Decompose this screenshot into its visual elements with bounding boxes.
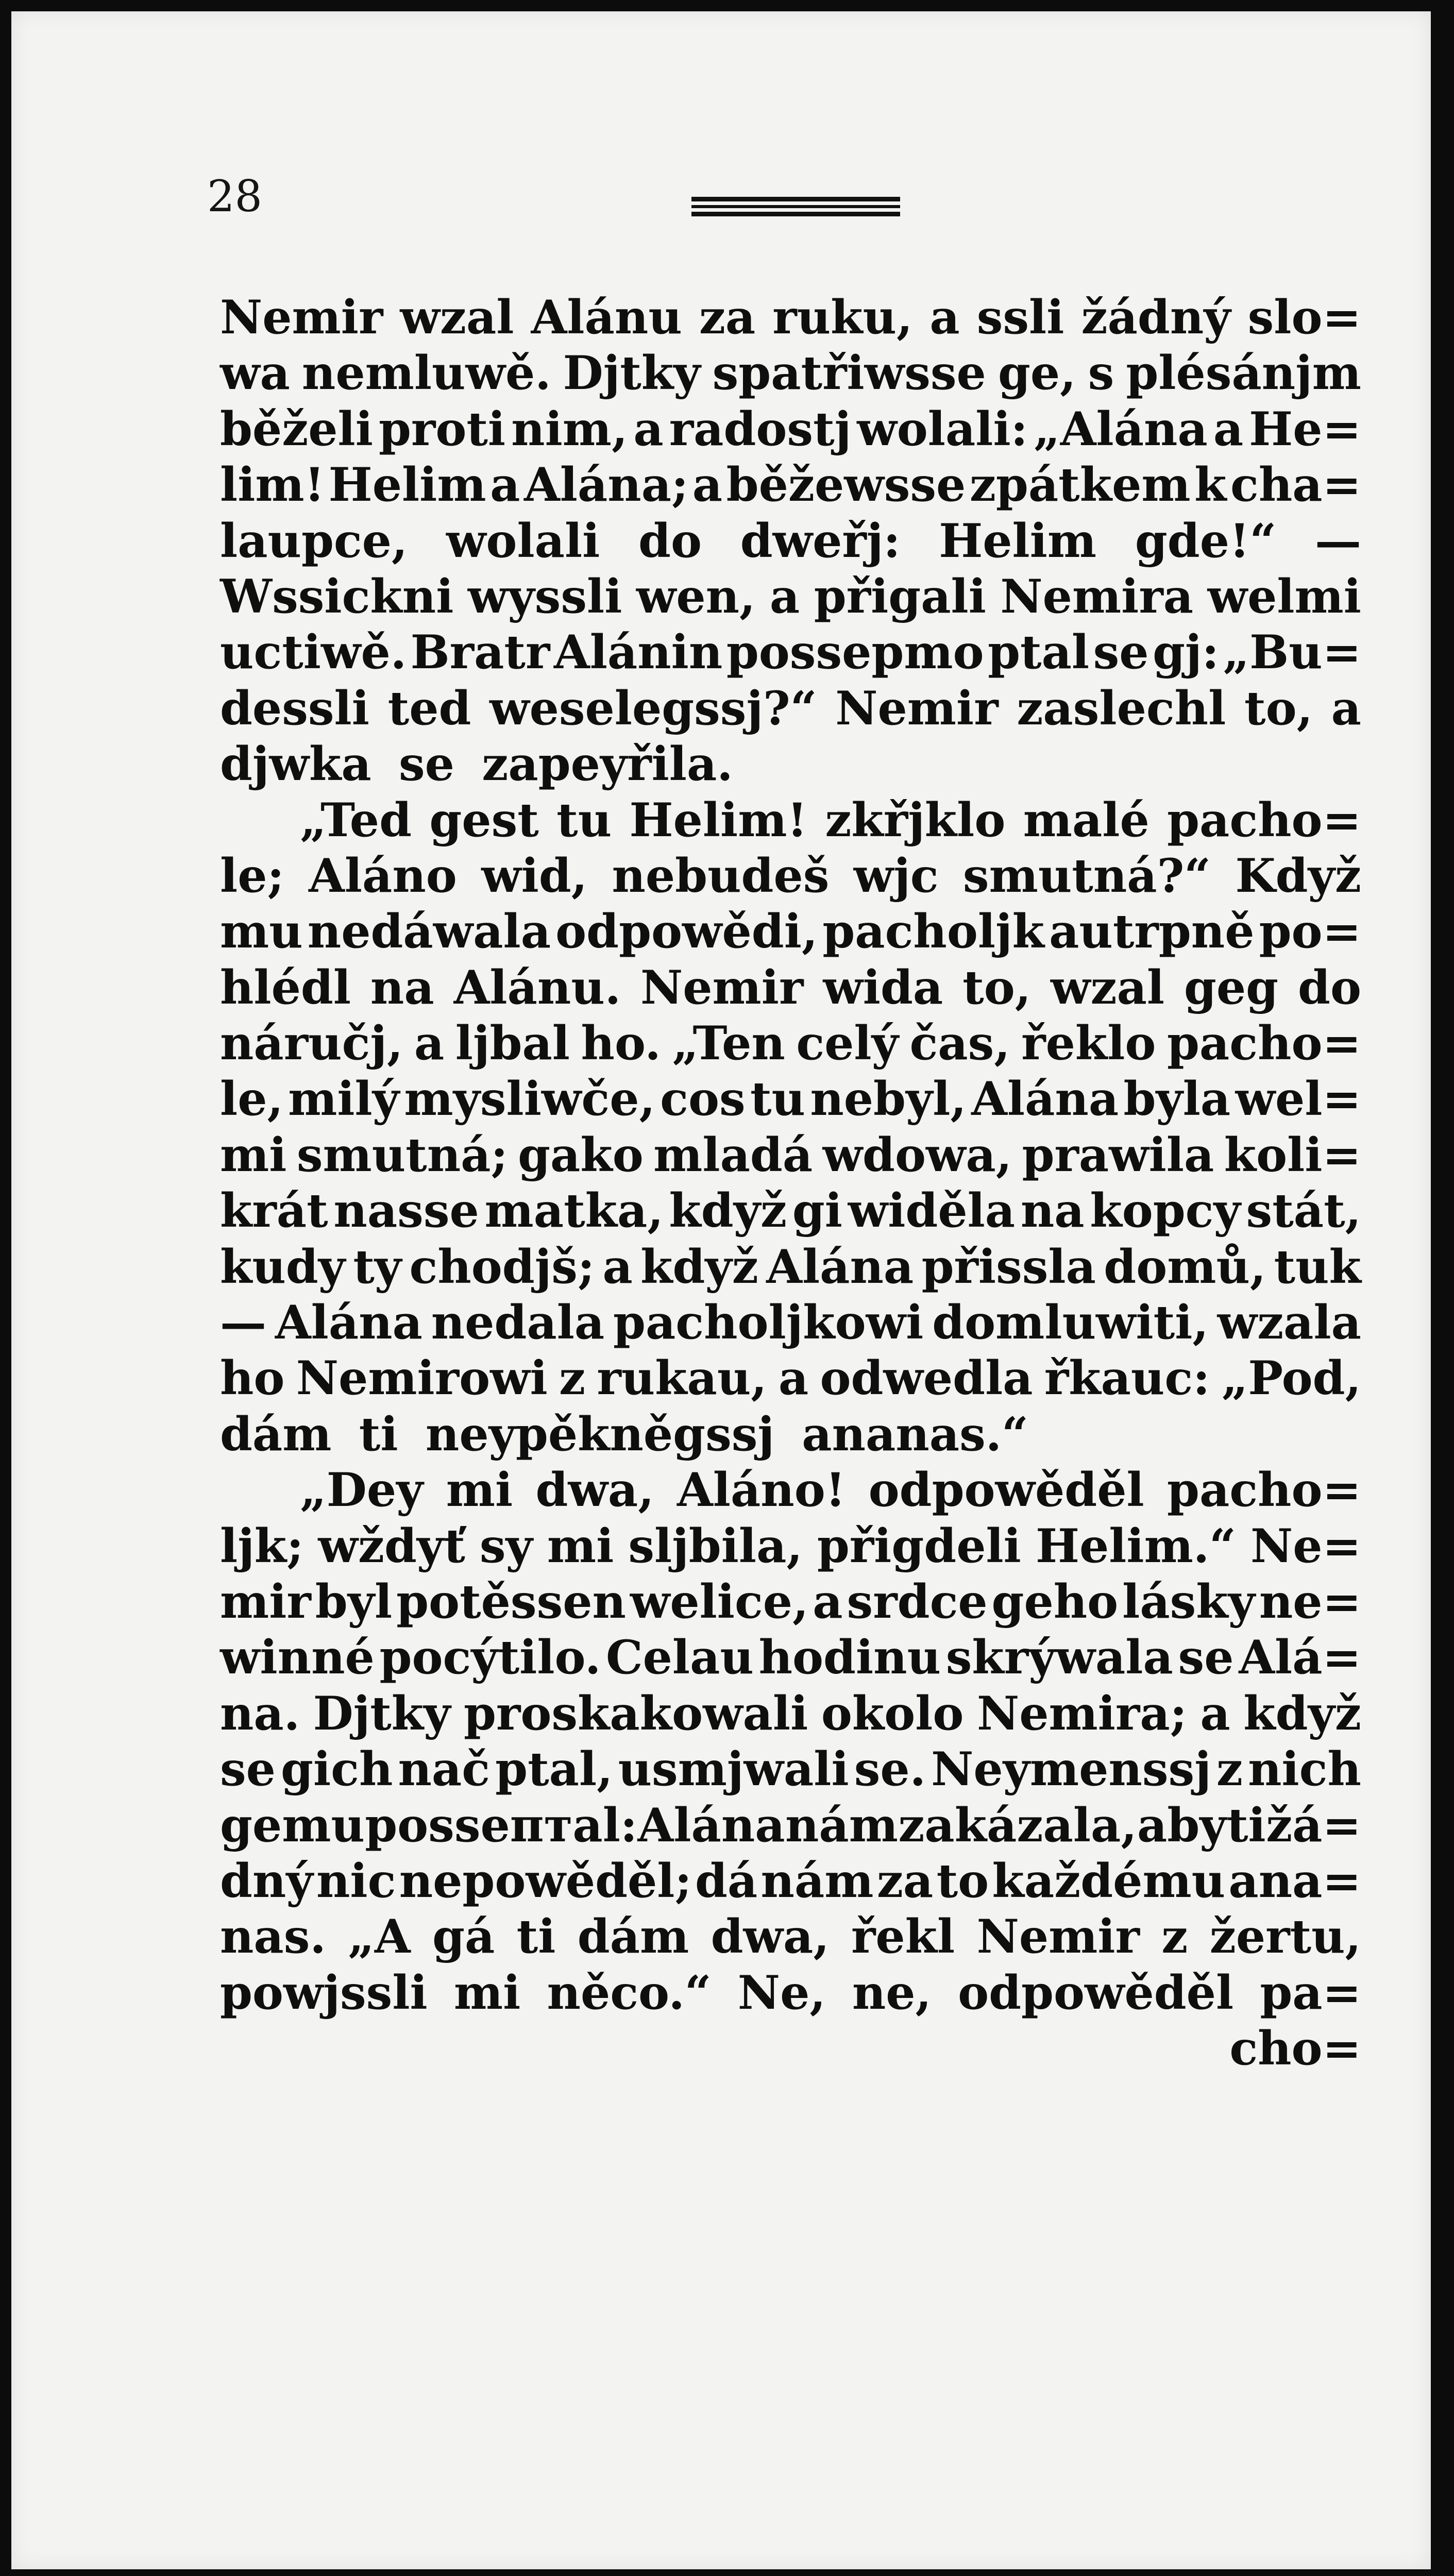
text-line: Wssickni wyssli wen, a přigali Nemira welmi <box>220 569 1361 624</box>
text-line: kudy ty chodjš; a když Alána přissla domů, tuk <box>220 1239 1361 1294</box>
text-line: krát nasse matka, když gi widěla na kopcy stát, <box>220 1183 1361 1239</box>
text-line: wa nemluwě. Djtky spatřiwsse ge, s plésánjm <box>220 346 1361 401</box>
text-line: uctiwě. Bratr Alánin possepmo ptal se gj: „Bu= <box>220 625 1361 680</box>
text-line: winné pocýtilo. Celau hodinu skrýwala se Alá= <box>220 1630 1361 1685</box>
text-line: cho= <box>1229 2021 1361 2076</box>
text-line: ljk; wždyť sy mi sljbila, přigdeli Helim.“ Ne= <box>220 1518 1361 1573</box>
header-ornament-rule <box>691 193 900 224</box>
body-text <box>220 290 1361 2077</box>
text-line: — Alána nedala pacholjkowi domluwiti, wzala <box>220 1295 1361 1350</box>
text-line: le; Aláno wid, nebudeš wjc smutná?“ Když <box>220 848 1361 903</box>
text-line: dám ti neypěkněgssj ananas.“ <box>220 1406 1028 1462</box>
text-line: laupce, wolali do dweřj: Helim gde!“ — <box>220 513 1361 568</box>
text-line: lim! Helim a Alána; a běžewsse zpátkem k cha= <box>220 457 1361 513</box>
text-line: „Ted gest tu Helim! zkřjklo malé pacho= <box>300 792 1361 848</box>
text-line: dessli ted weselegssj?“ Nemir zaslechl to, a <box>220 681 1361 736</box>
text-line: mu nedáwala odpowědi, pacholjk autrpně po= <box>220 904 1361 959</box>
book-page <box>11 11 1431 2569</box>
text-line: powjssli mi něco.“ Ne, ne, odpowěděl pa= <box>220 1965 1361 2020</box>
text-line: hlédl na Alánu. Nemir wida to, wzal geg do <box>220 960 1361 1015</box>
text-line: djwka se zapeyřila. <box>220 737 733 792</box>
text-line: mi smutná; gako mladá wdowa, prawila koli= <box>220 1127 1361 1182</box>
text-line: se gich nač ptal, usmjwali se. Neymenssj z nich <box>220 1742 1361 1797</box>
text-line: náručj, a ljbal ho. „Ten celý čas, řeklo pacho= <box>220 1016 1361 1071</box>
text-line: „Dey mi dwa, Aláno! odpowěděl pacho= <box>300 1463 1361 1518</box>
text-line: mir byl potěssen welice, a srdce geho lásky ne= <box>220 1574 1361 1629</box>
text-line: Nemir wzal Alánu za ruku, a ssli žádný slo= <box>220 290 1361 345</box>
text-line: na. Djtky proskakowali okolo Nemira; a když <box>220 1686 1361 1741</box>
text-line: gemu possептal: Alána nám zakázala, aby ti žá= <box>220 1798 1361 1853</box>
text-line: le, milý mysliwče, cos tu nebyl, Alána byla wel= <box>220 1072 1361 1127</box>
text-line: dný nic nepowěděl; dá nám za to každému ana= <box>220 1853 1361 1908</box>
text-line: ho Nemirowi z rukau, a odwedla řkauc: „Pod, <box>220 1351 1361 1406</box>
page-number: 28 <box>207 171 262 222</box>
text-line: nas. „A gá ti dám dwa, řekl Nemir z žertu, <box>220 1909 1361 1964</box>
text-line: běželi proti nim, a radostj wolali: „Alána a He= <box>220 401 1361 456</box>
